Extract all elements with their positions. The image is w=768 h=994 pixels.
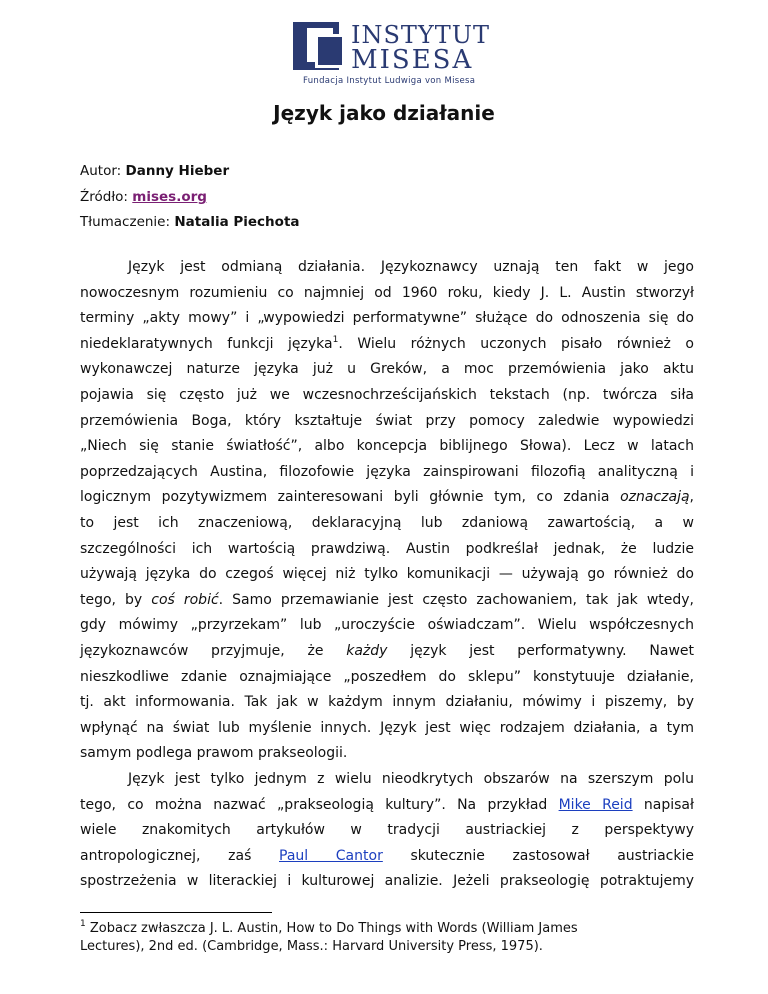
article-title: Język jako działanie	[273, 101, 495, 125]
paragraph-line: Język jest odmianą działania. Językoznawcy uznają ten fakt w jego	[128, 259, 694, 275]
source-line: Źródło: mises.org	[80, 189, 207, 205]
paragraph-line: niedeklaratywnych funkcji języka$^1$. Wielu różnych uczonych pisało również o	[80, 334, 694, 352]
paragraph-line: terminy „akty mowy” i „wypowiedzi performatywne” służące do odnoszenia się do	[80, 310, 694, 327]
logo-line1: INSTYTUT	[351, 21, 491, 49]
paragraph-line: używają języka do czegoś więcej niż tylko komunikacji — używają go również do	[80, 566, 694, 583]
paragraph-line: przemówienia Boga, który kształtuje świat przy pomocy zaledwie wypowiedzi	[80, 412, 694, 429]
paragraph-line: pojawia się często już we wczesnochrześcijańskich tekstach (np. twórcza siła	[80, 387, 694, 403]
footnote: $^1$ Zobacz zwłaszcza J. L. Austin, How to Do Things with Words (William James	[80, 919, 578, 936]
paragraph-line: tj. akt informowania. Tak jak w każdym innym działaniu, mówimy i piszemy, by	[80, 694, 694, 711]
paragraph-line: to jest ich znaczeniową, deklaracyjną lub zdaniową zawartością, a w	[80, 515, 694, 531]
footnote-separator	[80, 912, 272, 913]
paragraph-line: szczególności ich wartością prawdziwą. Austin podkreślał jednak, że ludzie	[80, 540, 694, 557]
translator-name: Natalia Piechota	[174, 214, 300, 230]
paragraph-line: gdy mówimy „przyrzekam” lub „uroczyście oświadczam”. Wielu współczesnych	[80, 617, 694, 634]
paragraph-line: poprzedzających Austina, filozofowie języka zainspirowani filozofią analityczną i	[80, 463, 694, 480]
paragraph-line: antropologicznej, zaś Paul Cantor skutecznie zastosował austriackie	[80, 847, 694, 864]
paragraph-line: Język jest tylko jednym z wielu nieodkrytych obszarów na szerszym polu	[128, 771, 694, 787]
logo-line2: MISESA	[351, 45, 474, 75]
paragraph-line: tego, co można nazwać „prakseologią kultury”. Na przykład Mike Reid napisał	[80, 796, 694, 813]
footnote-marker: 1	[80, 919, 86, 929]
paragraph-line: tego, by coś robić. Samo przemawianie jest często zachowaniem, tak jak wtedy,	[80, 591, 695, 608]
paragraph-line: wpłynąć na świat lub myślenie innych. Język jest więc rodzajem działania, a tym	[80, 719, 694, 736]
author-line: Autor: Danny Hieber	[80, 163, 230, 179]
paragraph-line: logicznym pozytywizmem zainteresowani byli głównie tym, co zdania oznaczają,	[80, 489, 694, 506]
paragraph-line: nowoczesnym rozumieniu co najmniej od 1960 roku, kiedy J. L. Austin stworzył	[80, 284, 694, 301]
source-link[interactable]: mises.org	[132, 189, 207, 205]
paul-cantor-link[interactable]: Paul Cantor	[279, 847, 383, 864]
translation-line: Tłumaczenie: Natalia Piechota	[80, 214, 300, 230]
paragraph-line: językoznawców przyjmuje, że każdy język jest performatywny. Nawet	[80, 643, 695, 659]
mike-reid-link[interactable]: Mike Reid	[558, 796, 633, 813]
paragraph-line: „Niech się stanie światłość”, albo koncepcja biblijnego Słowa). Lecz w latach	[80, 438, 694, 455]
paragraph-line: wykonawczej naturze języka już u Greków, a moc przemówienia jako aktu	[80, 361, 694, 378]
paragraph-line: spostrzeżenia w literackiej i kulturowej analizie. Jeżeli prakseologię potraktujemy	[80, 873, 694, 890]
logo-tagline: Fundacja Instytut Ludwiga von Misesa	[303, 76, 476, 86]
author-name: Danny Hieber	[125, 163, 230, 179]
footnote-line: Lectures), 2nd ed. (Cambridge, Mass.: Harvard University Press, 1975).	[80, 939, 543, 954]
instytut-misesa-logo	[293, 20, 513, 90]
paragraph-line: nieszkodliwe zdanie oznajmiające „poszedłem do sklepu” konstytuuje działanie,	[80, 668, 694, 685]
paragraph-line: wiele znakomitych artykułów w tradycji austriackiej z perspektywy	[80, 822, 694, 839]
paragraph-line: samym podlega prawom prakseologii.	[80, 745, 348, 762]
footnote-ref[interactable]: 1	[332, 334, 339, 345]
